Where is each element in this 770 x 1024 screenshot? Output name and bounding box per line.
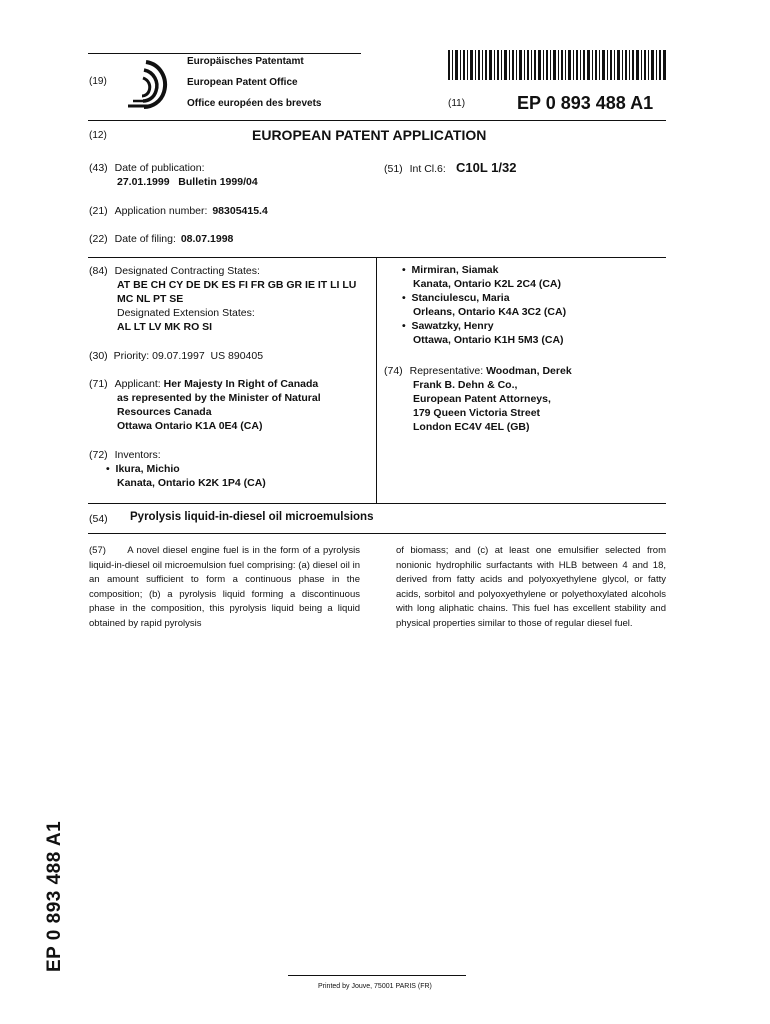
designated-states-code: (84): [89, 265, 108, 277]
int-cl-code: (51): [384, 163, 403, 175]
bullet-icon: •: [402, 264, 406, 276]
representative-line3: European Patent Attorneys,: [413, 393, 551, 405]
office-name-en: European Patent Office: [187, 77, 298, 88]
biblio-divider: [376, 257, 377, 503]
bullet-icon: •: [402, 320, 406, 332]
inventor-address: Ottawa, Ontario K1H 5M3 (CA): [413, 334, 564, 346]
int-cl-value: C10L 1/32: [456, 160, 517, 175]
inventors-code: (72): [89, 449, 108, 461]
application-number-code: (21): [89, 205, 108, 217]
abstract-code: (57): [89, 545, 106, 556]
representative-label: Representative:: [409, 365, 484, 377]
printer-note: Printed by Jouve, 75001 PARIS (FR): [318, 983, 432, 990]
doc-type-code: (12): [89, 130, 107, 141]
priority-code: (30): [89, 350, 108, 362]
filing-date-value: 08.07.1998: [180, 233, 234, 245]
application-number-row: [89, 205, 268, 217]
priority-row: [89, 350, 263, 362]
bullet-icon: •: [402, 292, 406, 304]
int-cl-row: [384, 163, 446, 175]
int-cl-label: Int Cl.6:: [409, 163, 446, 175]
abstract-text-col1: A novel diesel engine fuel is in the form of a pyrolysis liquid-in-diesel oil microemulsion fuel comprising: (a) diesel oil in an amount sufficient to form a continuous phase in the composition; (b) a pyrolysis liquid forming a discontinuous phase in the composition, this pyrolysis liquid being a liquid obtained by rapid pyrolysis: [89, 545, 360, 629]
side-publication-number: EP 0 893 488 A1: [44, 820, 65, 972]
inventor-address: Kanata, Ontario K2K 1P4 (CA): [117, 477, 266, 489]
inventor-name: Sawatzky, Henry: [411, 320, 494, 332]
filing-date-code: (22): [89, 233, 108, 245]
extension-states-value: AL LT LV MK RO SI: [117, 321, 213, 333]
pub-date-value: 27.01.1999 Bulletin 1999/04: [117, 176, 258, 188]
representative-line2: Frank B. Dehn & Co.,: [413, 379, 518, 391]
filing-date-label: Date of filing:: [114, 233, 176, 245]
designated-states-line2: MC NL PT SE: [117, 293, 184, 305]
applicant-code: (71): [89, 378, 108, 390]
barcode-icon: [448, 50, 666, 80]
inventor-item: [402, 292, 566, 318]
inventor-name: Ikura, Michio: [115, 463, 180, 475]
representative-line5: London EC4V 4EL (GB): [413, 421, 530, 433]
representative-code: (74): [384, 365, 403, 377]
inventor-address: Orleans, Ontario K4A 3C2 (CA): [413, 306, 567, 318]
office-code: (19): [89, 76, 107, 87]
header-rule: [88, 120, 666, 121]
designated-states-label: Designated Contracting States:: [114, 265, 260, 277]
applicant-line4: Ottawa Ontario K1A 0E4 (CA): [117, 420, 263, 432]
pub-date-label-row: [89, 162, 205, 174]
priority-value: 09.07.1997 US 890405: [152, 350, 264, 362]
representative-line4: 179 Queen Victoria Street: [413, 407, 541, 419]
applicant-row: [89, 378, 318, 390]
bullet-icon: •: [106, 463, 110, 475]
inventor-item: [402, 264, 561, 290]
title-code: (54): [89, 513, 108, 525]
filing-date-row: [89, 233, 233, 245]
doc-type-title: EUROPEAN PATENT APPLICATION: [252, 127, 487, 143]
office-name-fr: Office européen des brevets: [187, 98, 322, 109]
title-rule: [88, 533, 666, 534]
office-name-de: Europäisches Patentamt: [187, 56, 304, 67]
inventor-name: Mirmiran, Siamak: [411, 264, 499, 276]
biblio-rule-bottom: [88, 503, 666, 504]
inventor-item: [402, 320, 564, 346]
epo-logo-icon: [124, 56, 176, 112]
designated-states-line1: AT BE CH CY DE DK ES FI FR GB GR IE IT LI LU: [117, 279, 357, 291]
application-number-label: Application number:: [114, 205, 208, 217]
pub-date-code: (43): [89, 162, 108, 174]
abstract-col1: [89, 544, 360, 631]
inventor-item: [106, 463, 266, 489]
applicant-line2: as represented by the Minister of Natural: [117, 392, 321, 404]
abstract-text-col2: of biomass; and (c) at least one emulsifier selected from nonionic hydrophilic surfactants with HLB between 4 and 18, derived from fatty acids and polyoxyethylene glycol, or fatty acids, sorbitol and polyoxyethylene or polyethoxylated alcohols with long aliphatic chains. This fuel has excellent stability and physical properties similar to those of regular diesel fuel.: [396, 545, 666, 629]
designated-states-row: [89, 265, 260, 277]
inventors-label: Inventors:: [114, 449, 161, 461]
inventor-address: Kanata, Ontario K2L 2C4 (CA): [413, 278, 561, 290]
priority-label: Priority:: [113, 350, 150, 362]
representative-line1: Woodman, Derek: [486, 365, 572, 377]
applicant-label: Applicant:: [114, 378, 161, 390]
invention-title: Pyrolysis liquid-in-diesel oil microemulsions: [130, 511, 374, 523]
header-rule-top: [88, 53, 361, 54]
application-number-value: 98305415.4: [212, 205, 268, 217]
footer-rule: [288, 975, 466, 976]
applicant-line1: Her Majesty In Right of Canada: [163, 378, 319, 390]
publication-code: (11): [448, 98, 466, 109]
inventors-row: [89, 449, 161, 461]
extension-states-label: Designated Extension States:: [117, 307, 255, 319]
representative-row: [384, 365, 572, 377]
publication-number: EP 0 893 488 A1: [517, 93, 654, 113]
applicant-line3: Resources Canada: [117, 406, 212, 418]
pub-date-label: Date of publication:: [114, 162, 205, 174]
inventor-name: Stanciulescu, Maria: [411, 292, 510, 304]
biblio-rule-top: [88, 257, 666, 258]
